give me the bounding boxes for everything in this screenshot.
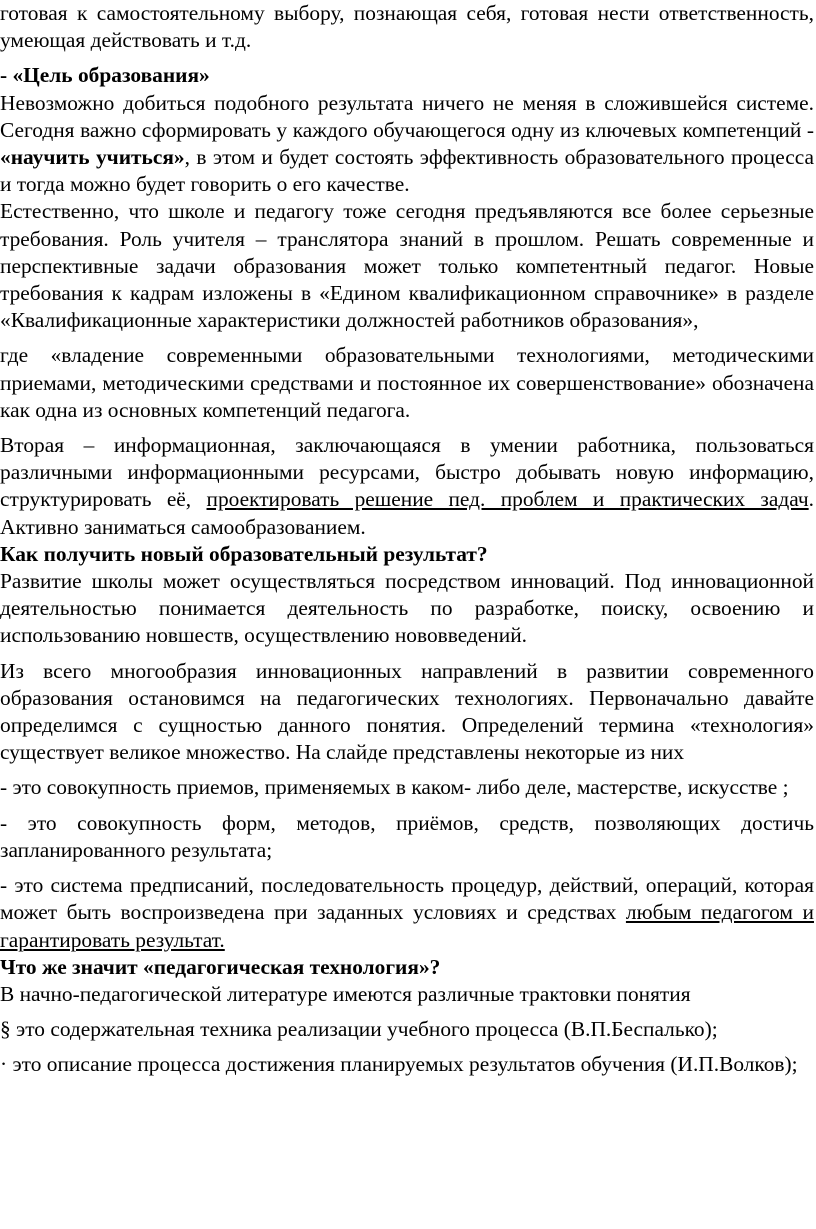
- text-span: Вторая – информационная, заключающаяся в умении работника, пользоваться различными информационными ресурсами, быстро добывать новую информацию, структурировать её,: [0, 433, 814, 512]
- heading-what-is-technology: [0, 954, 814, 981]
- heading-new-result: [0, 541, 814, 568]
- heading-what-is-technology-text: Что же значит «педагогическая технология»?: [0, 954, 441, 979]
- interpretation-volkov: · это описание процесса достижения планируемых результатов обучения (И.П.Волков);: [0, 1052, 798, 1077]
- heading-new-result-text: Как получить новый образовательный результат?: [0, 541, 488, 566]
- bold-learn-to-learn: «научить учиться»: [0, 145, 185, 170]
- interpretation-bespalko: § это содержательная техника реализации учебного процесса (В.П.Беспалько);: [0, 1017, 718, 1042]
- definition-2: - это совокупность форм, методов, приёмов, средств, позволяющих достичь запланированного результата;: [0, 810, 814, 862]
- paragraph-teacher-requirements: Естественно, что школе и педагогу тоже сегодня предъявляются все более серьезные требования. Роль учителя – транслятора знаний в прошлом. Решать современные и перспективные задачи образования может только компетентный педагог. Новые требования к кадрам изложены в «Едином квалификационном справочнике» в разделе «Квалификационные характеристики должностей работников образования»,: [0, 199, 814, 333]
- text-span: . Активно заниматься самообразованием.: [0, 487, 814, 539]
- paragraph-innovations: Развитие школы может осуществляться посредством инноваций. Под инновационной деятельностью понимается деятельность по разработке, поиску, освоению и использованию новшеств, осуществлению нововведений.: [0, 569, 814, 648]
- text-span: - это система предписаний, последовательность процедур, действий, операций, которая может быть воспроизведена при заданных условиях и средствах: [0, 873, 814, 925]
- underlined-design-solutions: проектировать решение пед. проблем и практических задач: [206, 487, 809, 512]
- paragraph-interpretations: В начно-педагогической литературе имеются различные трактовки понятия: [0, 981, 691, 1006]
- paragraph-learn-to-learn: [0, 90, 814, 199]
- heading-education-goal: [0, 62, 814, 89]
- text-span: Невозможно добиться подобного результата ничего не меняя в сложившейся системе. Сегодня важно сформировать у каждого обучающегося одну из ключевых компетенций -: [0, 90, 814, 142]
- paragraph-information-competency: [0, 432, 814, 541]
- paragraph-intro-continued: готовая к самостоятельному выбору, познающая себя, готовая нести ответственность, умеющая действовать и т.д.: [0, 1, 814, 53]
- definition-3: [0, 872, 814, 954]
- heading-education-goal-text: - «Цель образования»: [0, 63, 210, 88]
- definition-1: - это совокупность приемов, применяемых в каком- либо деле, мастерстве, искусстве ;: [0, 775, 789, 800]
- paragraph-competency-technologies: где «владение современными образовательными технологиями, методическими приемами, методическими средствами и постоянное их совершенствование» обозначена как одна из основных компетенций педагога.: [0, 343, 814, 422]
- underlined-any-teacher: любым педагогом и гарантировать результат.: [0, 900, 814, 952]
- text-span: , в этом и будет состоять эффективность образовательного процесса и тогда можно будет говорить о его качестве.: [0, 145, 814, 197]
- paragraph-pedagogical-technologies: Из всего многообразия инновационных направлений в развитии современного образования остановимся на педагогических технологиях. Первоначально давайте определимся с сущностью данного понятия. Определений термина «технология» существует великое множество. На слайде представлены некоторые из них: [0, 658, 814, 765]
